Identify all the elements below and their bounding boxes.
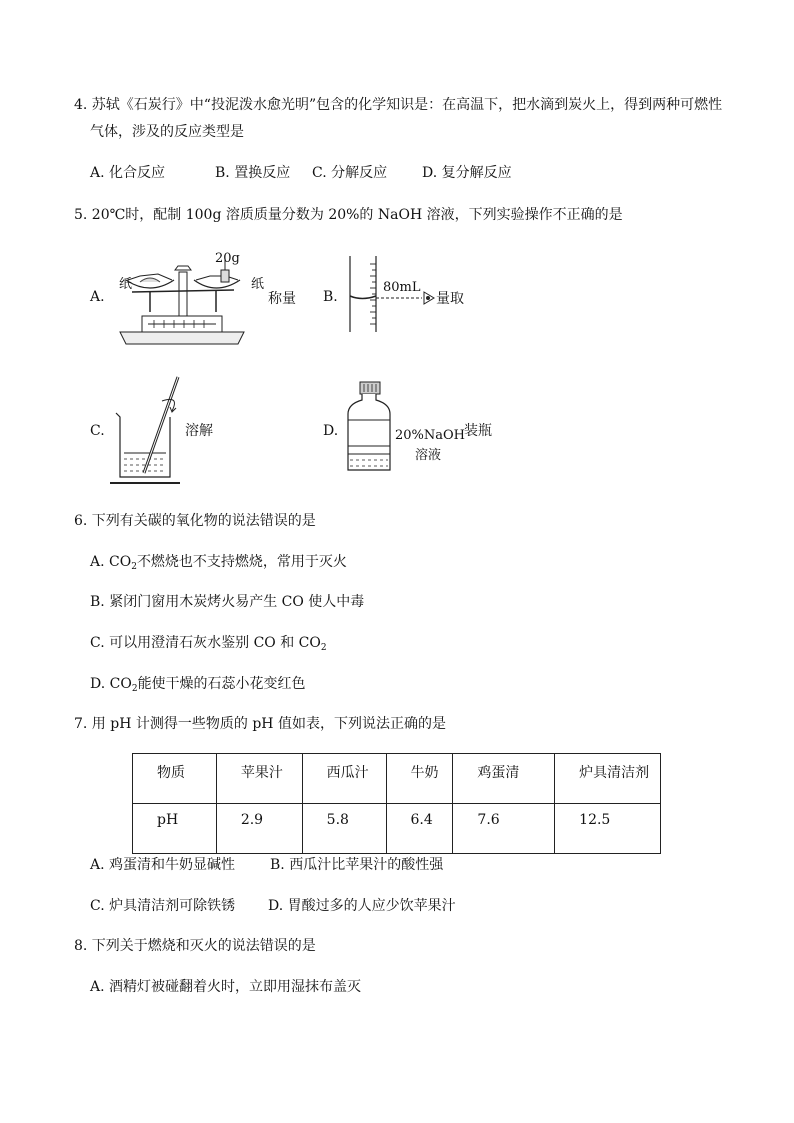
- q6-option-b: B. 紧闭门窗用木炭烤火易产生 CO 使人中毒: [90, 594, 365, 610]
- q5-a-paper-right: 纸: [251, 277, 265, 292]
- table-cell: 6.4: [386, 804, 453, 854]
- q5-a-paper-left: 纸: [119, 277, 133, 292]
- table-cell: 2.9: [216, 804, 302, 854]
- table-cell: 5.8: [302, 804, 386, 854]
- q5-b-action: 量取: [436, 291, 464, 307]
- q6-option-a: A. $CO_2$不燃烧也不支持燃烧，常用于灭火: [90, 554, 347, 572]
- q7-option-d: D. 胃酸过多的人应少饮苹果汁: [268, 898, 456, 914]
- q5-a-action: 称量: [268, 291, 296, 307]
- table-cell: 12.5: [555, 804, 661, 854]
- q4-option-d: D. 复分解反应: [422, 165, 512, 181]
- q5-d-label-line2: 溶液: [415, 448, 442, 463]
- q5-d-action: 装瓶: [464, 423, 492, 439]
- table-cell: pH: [133, 804, 217, 854]
- q4-option-a: A. 化合反应: [90, 165, 166, 181]
- q7-option-c: C. 炉具清洁剂可除铁锈: [90, 898, 236, 914]
- reagent-bottle-figure: [344, 380, 394, 474]
- q8-option-a: A. 酒精灯被碰翻着火时，立即用湿抹布盖灭: [90, 979, 362, 995]
- q5-d-label-line1: 20%NaOH: [395, 428, 466, 443]
- q5-stem: 5. 20℃时，配制 100g 溶质质量分数为 20%的 NaOH 溶液，下列实验操作不正确的是: [74, 207, 623, 223]
- q6-option-c: C. 可以用澄清石灰水鉴别 CO 和 $CO_2$: [90, 635, 327, 653]
- table-header-cell: 西瓜汁: [302, 754, 386, 804]
- table-row: [133, 804, 661, 854]
- table-header-cell: 物质: [133, 754, 217, 804]
- q6-option-d: D. $CO_2$能使干燥的石蕊小花变红色: [90, 676, 306, 694]
- q4-option-c: C. 分解反应: [312, 165, 388, 181]
- table-header-row: [133, 754, 661, 804]
- q7-option-a: A. 鸡蛋清和牛奶显碱性: [90, 857, 236, 873]
- q7-option-b: B. 西瓜汁比苹果汁的酸性强: [270, 857, 444, 873]
- table-header-cell: 炉具清洁剂: [555, 754, 661, 804]
- ph-table: [132, 753, 661, 854]
- q8-stem: 8. 下列关于燃烧和灭火的说法错误的是: [74, 938, 316, 954]
- table-header-cell: 苹果汁: [216, 754, 302, 804]
- q4-stem-line1: 4. 苏轼《石炭行》中“投泥泼水愈光明”包含的化学知识是：在高温下，把水滴到炭火上，得到两种可燃性: [74, 97, 723, 113]
- q5-option-a-letter: A.: [90, 289, 105, 305]
- table-cell: 7.6: [453, 804, 555, 854]
- table-header-cell: 鸡蛋清: [453, 754, 555, 804]
- q5-option-c-letter: C.: [90, 423, 105, 439]
- q7-stem: 7. 用 pH 计测得一些物质的 pH 值如表，下列说法正确的是: [74, 716, 446, 732]
- q5-a-weight-label: 20g: [215, 251, 240, 266]
- beaker-stirring-figure: [110, 373, 185, 488]
- q4-stem-line2: 气体，涉及的反应类型是: [90, 124, 244, 140]
- q5-option-b-letter: B.: [323, 289, 338, 305]
- q6-stem: 6. 下列有关碳的氧化物的说法错误的是: [74, 513, 316, 529]
- q5-option-d-letter: D.: [323, 423, 339, 439]
- table-header-cell: 牛奶: [386, 754, 453, 804]
- q5-c-action: 溶解: [185, 423, 213, 439]
- q4-option-b: B. 置换反应: [215, 165, 291, 181]
- q5-b-volume-label: 80mL: [383, 280, 421, 295]
